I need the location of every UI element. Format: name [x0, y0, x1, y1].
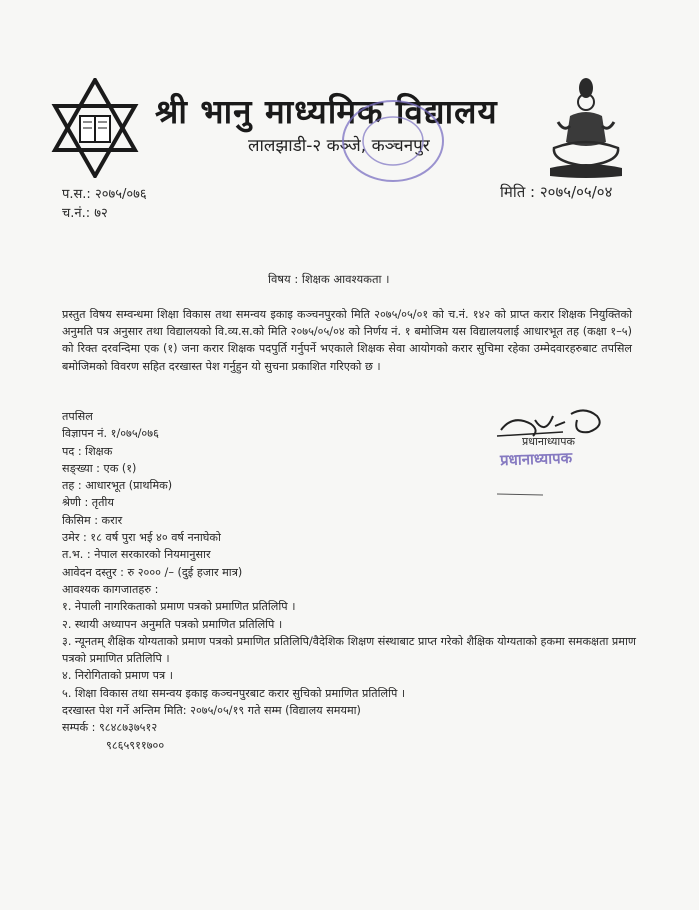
- salary: त.भ. : नेपाल सरकारको नियमानुसार: [62, 548, 211, 562]
- application-deadline: दरखास्त पेश गर्ने अन्तिम मिति: २०७५/०५/१९ गते सम्म (विद्यालय समयमा): [62, 704, 361, 718]
- headmaster-stamp: प्रधानाध्यापक: [499, 448, 573, 470]
- notice-paragraph: प्रस्तुत विषय सम्वन्धमा शिक्षा विकास तथा समन्वय इकाइ कञ्चनपुरको मिति २०७५/०५/०१ को च.नं. १४२ को प्राप्त करार शिक्षक नियुक्तिको अनुमति पत्र अनुसार तथा विद्यालयको वि.व्य.स.को मिति २०७५/०५/०४ को निर्णय नं. १ बमोजिम यस विद्यालयलाई आधारभूत तह (कक्षा १–५) को रिक्त दरवन्दिमा एक (१) जना करार शिक्षक पदपुर्ति गर्नुपर्ने भएकाले शिक्षक सेवा आयोगको करार सुचिमा रहेका उम्मेदवारहरुबाट तपसिल बमोजिमको विवरण सहित दरखास्त पेश गर्नुहुन यो सुचना प्रकाशित गरिएको छ ।: [62, 308, 632, 373]
- employment-type: किसिम : करार: [62, 513, 123, 527]
- school-address: लालझाडी-२ कञ्जे, कञ्चनपुर: [248, 136, 430, 156]
- contact-number-2: ९८६५९११७००: [106, 738, 165, 752]
- age-requirement: उमेर : १८ वर्ष पुरा भई ४० वर्ष ननाघेको: [62, 531, 221, 545]
- level: तह : आधारभूत (प्राथमिक): [62, 479, 173, 493]
- school-star-book-logo: [50, 78, 140, 178]
- documents-heading: आवश्यक कागजातहरु :: [62, 582, 159, 596]
- subject-line: विषय : शिक्षक आवश्यकता ।: [268, 272, 390, 286]
- details-heading: तपसिल: [62, 410, 93, 423]
- advert-number: विज्ञापन नं. १/०७५/०७६: [62, 427, 159, 441]
- vacancy-count: सङ्ख्या : एक (१): [62, 461, 137, 475]
- reference-block: [62, 185, 147, 223]
- document-item: ३. न्यूनतम् शैक्षिक योग्यताको प्रमाण पत्रको प्रमाणित प्रतिलिपि/वैदेशिक शिक्षण संस्थाबाट प्राप्त गरेको शैक्षिक योग्यताको हकमा समकक्षता प्रमाण पत्रको प्रमाणित प्रतिलिपि ।: [62, 634, 636, 666]
- patra-sankhya: प.स.: २०७५/०७६: [62, 187, 147, 202]
- school-round-seal: [338, 96, 448, 186]
- grade: श्रेणी : तृतीय: [62, 496, 114, 510]
- document-item: ४. निरोगिताको प्रमाण पत्र ।: [62, 669, 173, 683]
- chalani-number: च.नं.: ७२: [62, 206, 108, 221]
- contact-number: सम्पर्क : ९८४८७३७५१२: [62, 721, 158, 735]
- document-item: २. स्थायी अध्यापन अनुमति पत्रको प्रमाणित प्रतिलिपि ।: [62, 617, 283, 631]
- details-block: [62, 408, 637, 754]
- post: पद : शिक्षक: [62, 444, 113, 458]
- application-fee: आवेदन दस्तुर : रु २००० /– (दुई हजार मात्र): [62, 565, 243, 579]
- saraswati-emblem-icon: [540, 76, 632, 182]
- letter-date: मिति : २०७५/०५/०४: [500, 183, 613, 201]
- document-item: १. नेपाली नागरिकताको प्रमाण पत्रको प्रमाणित प्रतिलिपि ।: [62, 600, 296, 614]
- school-name: श्री भानु माध्यमिक विद्यालय: [155, 92, 498, 131]
- document-item: ५. शिक्षा विकास तथा समन्वय इकाइ कञ्चनपुरबाट करार सुचिको प्रमाणित प्रतिलिपि ।: [62, 686, 406, 700]
- headmaster-title: प्रधानाध्यापक: [522, 435, 575, 448]
